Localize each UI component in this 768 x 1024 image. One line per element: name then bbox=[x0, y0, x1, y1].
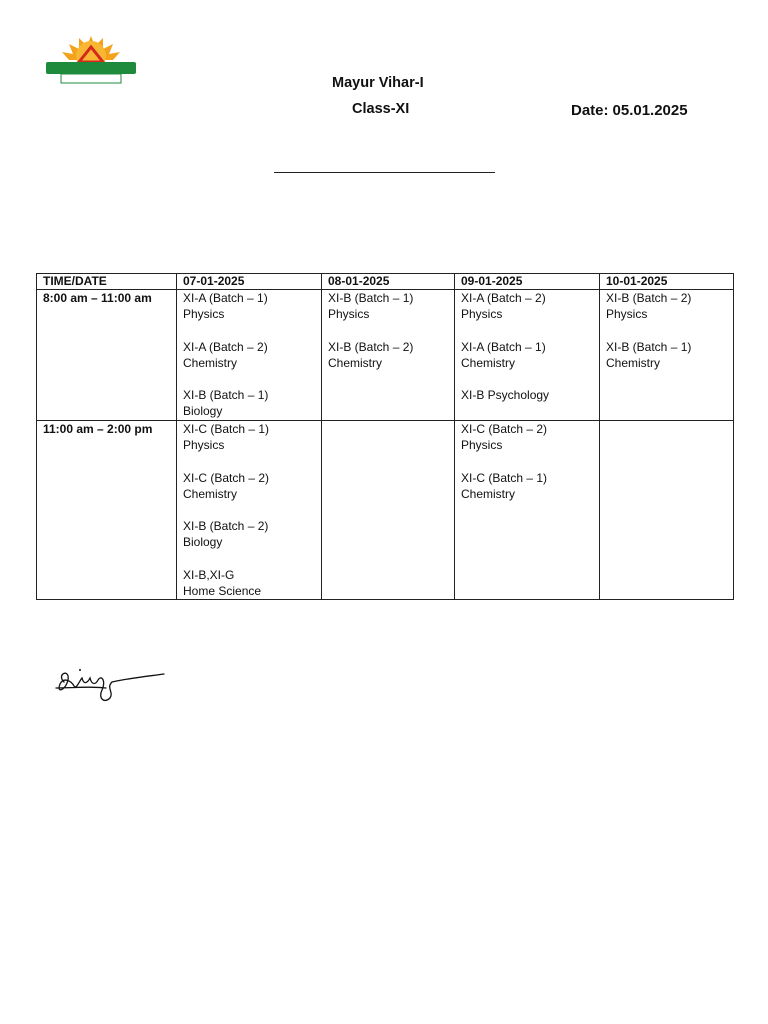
signature-icon bbox=[50, 660, 170, 710]
batch-label: XI-B (Batch – 1) bbox=[183, 388, 269, 403]
subject-label: Physics bbox=[183, 438, 225, 453]
batch-label: XI-B (Batch – 1) bbox=[606, 339, 692, 354]
subject-label: Chemistry bbox=[328, 355, 383, 370]
exam-entry bbox=[183, 421, 315, 453]
exam-entry bbox=[183, 290, 315, 322]
table-cell bbox=[177, 421, 322, 600]
batch-label: XI-B,XI-G bbox=[183, 567, 235, 582]
column-header: 08-01-2025 bbox=[322, 274, 455, 290]
table-row bbox=[37, 290, 734, 421]
batch-label: XI-A (Batch – 1) bbox=[461, 339, 546, 354]
exam-entry bbox=[328, 290, 448, 322]
batch-label: XI-C (Batch – 2) bbox=[183, 470, 270, 485]
class-label: Class-XI bbox=[352, 101, 410, 117]
exam-entry bbox=[183, 387, 315, 419]
batch-label: XI-A (Batch – 2) bbox=[461, 291, 546, 305]
exam-entry bbox=[461, 339, 593, 371]
subject-label: Biology bbox=[183, 404, 223, 419]
exam-entry bbox=[461, 290, 593, 322]
table-header-row bbox=[37, 274, 734, 290]
table-cell bbox=[455, 290, 600, 421]
batch-label: XI-B (Batch – 1) bbox=[328, 291, 414, 305]
subject-label: Chemistry bbox=[183, 355, 238, 370]
date-header bbox=[571, 102, 688, 119]
column-header: 10-01-2025 bbox=[600, 274, 734, 290]
exam-entry bbox=[183, 518, 315, 550]
exam-entry bbox=[461, 470, 593, 502]
exam-entry bbox=[183, 470, 315, 502]
batch-label: XI-B Psychology bbox=[461, 388, 550, 403]
column-header: 09-01-2025 bbox=[455, 274, 600, 290]
batch-label: XI-B (Batch – 2) bbox=[183, 519, 269, 534]
subject-label: Biology bbox=[183, 535, 223, 550]
batch-label: XI-A (Batch – 2) bbox=[183, 339, 268, 354]
table-cell-empty bbox=[322, 421, 455, 600]
table-cell bbox=[455, 421, 600, 600]
table-cell-empty bbox=[600, 421, 734, 600]
logo-ribbon bbox=[46, 62, 136, 74]
column-header: 07-01-2025 bbox=[177, 274, 322, 290]
subject-label: Physics bbox=[461, 307, 503, 322]
exam-entry bbox=[328, 339, 448, 371]
batch-label: XI-C (Batch – 2) bbox=[461, 422, 548, 436]
subject-label: Physics bbox=[461, 438, 503, 453]
subject-label: Physics bbox=[183, 307, 225, 322]
table-cell bbox=[322, 290, 455, 421]
exam-entry bbox=[461, 421, 593, 453]
column-header: TIME/DATE bbox=[37, 274, 177, 290]
date-value: 05.01.2025 bbox=[612, 102, 688, 119]
subject-label: Chemistry bbox=[461, 355, 516, 370]
exam-timetable bbox=[36, 273, 734, 600]
table-cell bbox=[177, 290, 322, 421]
exam-entry bbox=[183, 339, 315, 371]
table-row bbox=[37, 421, 734, 600]
subject-label: Chemistry bbox=[606, 355, 661, 370]
batch-label: XI-C (Batch – 1) bbox=[461, 470, 548, 485]
exam-entry bbox=[183, 567, 315, 599]
date-label: Date: bbox=[571, 102, 609, 119]
subject-label: Home Science bbox=[183, 583, 262, 598]
exam-entry bbox=[461, 387, 593, 403]
batch-label: XI-B (Batch – 2) bbox=[328, 339, 414, 354]
batch-label: XI-A (Batch – 1) bbox=[183, 291, 268, 305]
subject-label: Chemistry bbox=[183, 486, 238, 501]
batch-label: XI-B (Batch – 2) bbox=[606, 291, 692, 305]
school-logo bbox=[43, 32, 139, 86]
time-slot: 8:00 am – 11:00 am bbox=[37, 290, 177, 421]
exam-entry bbox=[606, 339, 727, 371]
subject-label: Physics bbox=[606, 307, 648, 322]
time-slot: 11:00 am – 2:00 pm bbox=[37, 421, 177, 600]
table-cell bbox=[600, 290, 734, 421]
school-name: Mayur Vihar-I bbox=[332, 75, 424, 91]
title-underline bbox=[274, 172, 495, 173]
exam-entry bbox=[606, 290, 727, 322]
batch-label: XI-C (Batch – 1) bbox=[183, 422, 270, 436]
subject-label: Physics bbox=[328, 307, 370, 322]
subject-label: Chemistry bbox=[461, 486, 516, 501]
